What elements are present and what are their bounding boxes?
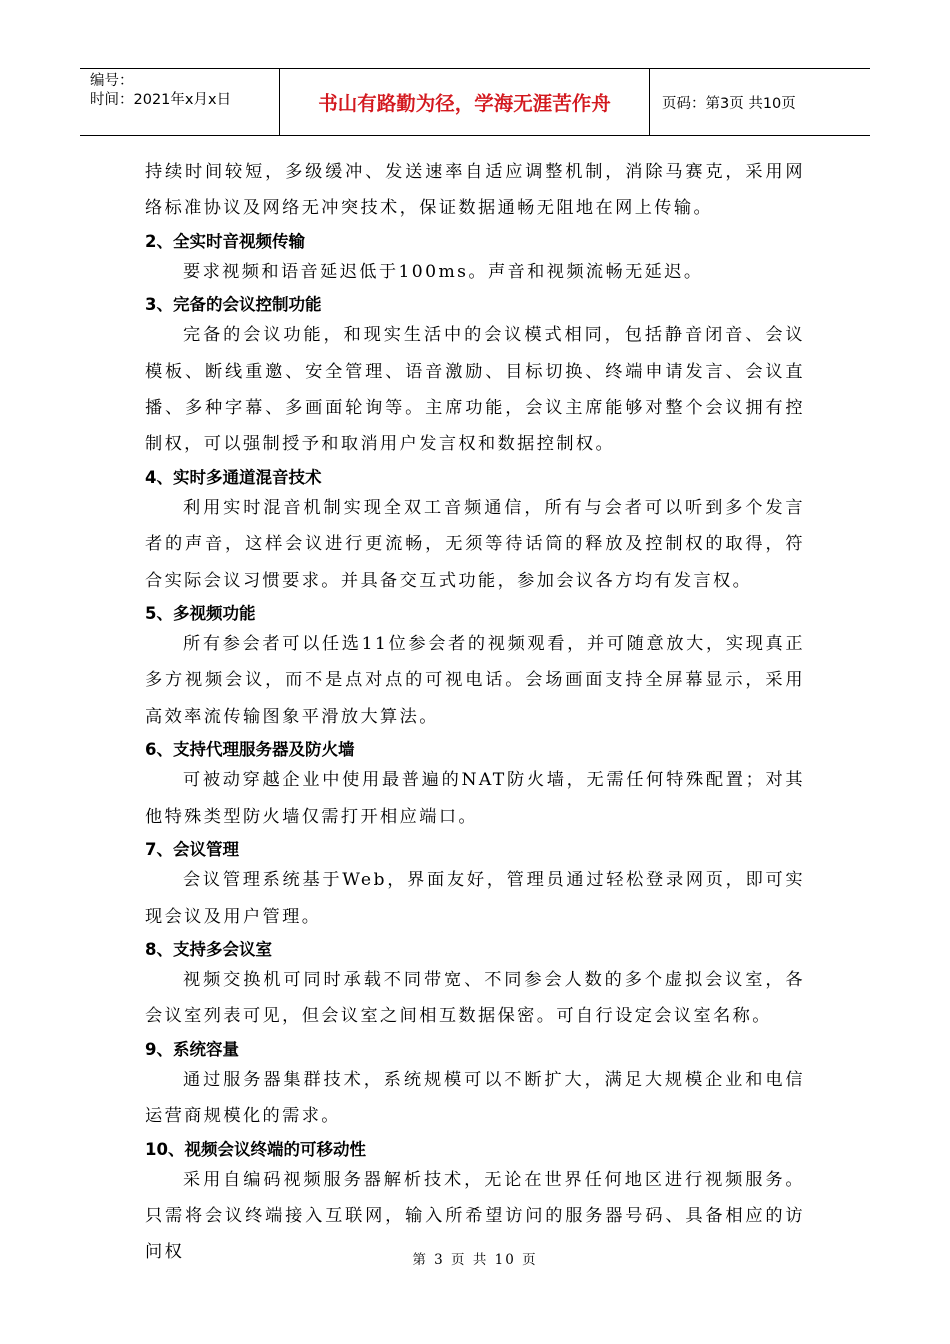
- section-heading: 10、视频会议终端的可移动性: [145, 1139, 366, 1159]
- page-footer: 第 3 页 共 10 页: [412, 1252, 538, 1268]
- document-number-label: 编号：: [90, 73, 134, 89]
- page-header: [80, 68, 870, 136]
- section-body: 所有参会者可以任选11位参会者的视频观看，并可随意放大，实现真正多方视频会议，而不是点对点的可视电话。会场画面支持全屏幕显示，采用高效率流传输图象平滑放大算法。: [145, 634, 805, 727]
- section-body: 通过服务器集群技术，系统规模可以不断扩大，满足大规模企业和电信运营商规模化的需求。: [145, 1069, 805, 1127]
- header-motto: 书山有路勤为径，学海无涯苦作舟: [280, 69, 650, 135]
- section-heading: 8、支持多会议室: [145, 939, 272, 959]
- header-page-info: 页码：第3页 共10页: [662, 95, 796, 112]
- document-body: [145, 154, 805, 1271]
- section-4: [145, 466, 805, 599]
- section-3: [145, 293, 805, 463]
- section-body: 完备的会议功能，和现实生活中的会议模式相同，包括静音闭音、会议模板、断线重邀、安全管理、语音激励、目标切换、终端申请发言、会议直播、多种字幕、多画面轮询等。主席功能，会议主席能够对整个会议拥有控制权，可以强制授予和取消用户发言权和数据控制权。: [145, 325, 805, 455]
- intro-paragraph: 持续时间较短，多级缓冲、发送速率自适应调整机制，消除马赛克，采用网络标准协议及网络无冲突技术，保证数据通畅无阻地在网上传输。: [145, 162, 805, 219]
- section-2: [145, 230, 805, 290]
- section-heading: 3、完备的会议控制功能: [145, 295, 322, 315]
- section-body: 会议管理系统基于Web，界面友好，管理员通过轻松登录网页，即可实现会议及用户管理。: [145, 870, 805, 927]
- section-heading: 7、会议管理: [145, 840, 239, 860]
- section-heading: 4、实时多通道混音技术: [145, 467, 322, 487]
- section-body: 可被动穿越企业中使用最普遍的NAT防火墙，无需任何特殊配置；对其他特殊类型防火墙仅需打开相应端口。: [145, 770, 805, 827]
- section-body: 视频交换机可同时承载不同带宽、不同参会人数的多个虚拟会议室，各会议室列表可见，但会议室之间相互数据保密。可自行设定会议室名称。: [145, 969, 805, 1027]
- section-5: [145, 602, 805, 735]
- section-heading: 6、支持代理服务器及防火墙: [145, 740, 355, 760]
- section-body: 采用自编码视频服务器解析技术，无论在世界任何地区进行视频服务。只需将会议终端接入互联网，输入所希望访问的服务器号码、具备相应的访问权: [145, 1169, 805, 1263]
- section-9: [145, 1038, 805, 1135]
- section-6: [145, 738, 805, 835]
- section-heading: 5、多视频功能: [145, 604, 256, 624]
- section-body: 利用实时混音机制实现全双工音频通信，所有与会者可以听到多个发言者的声音，这样会议进行更流畅，无须等待话筒的释放及控制权的取得，符合实际会议习惯要求。并具备交互式功能，参加会议各方均有发言权。: [145, 497, 805, 591]
- header-meta: [80, 69, 280, 135]
- section-7: [145, 838, 805, 935]
- section-body: 要求视频和语音延迟低于100ms。声音和视频流畅无延迟。: [183, 261, 704, 282]
- section-heading: 2、全实时音视频传输: [145, 231, 305, 251]
- document-date: 时间：2021年x月x日: [90, 92, 232, 108]
- section-heading: 9、系统容量: [145, 1039, 239, 1059]
- section-8: [145, 938, 805, 1035]
